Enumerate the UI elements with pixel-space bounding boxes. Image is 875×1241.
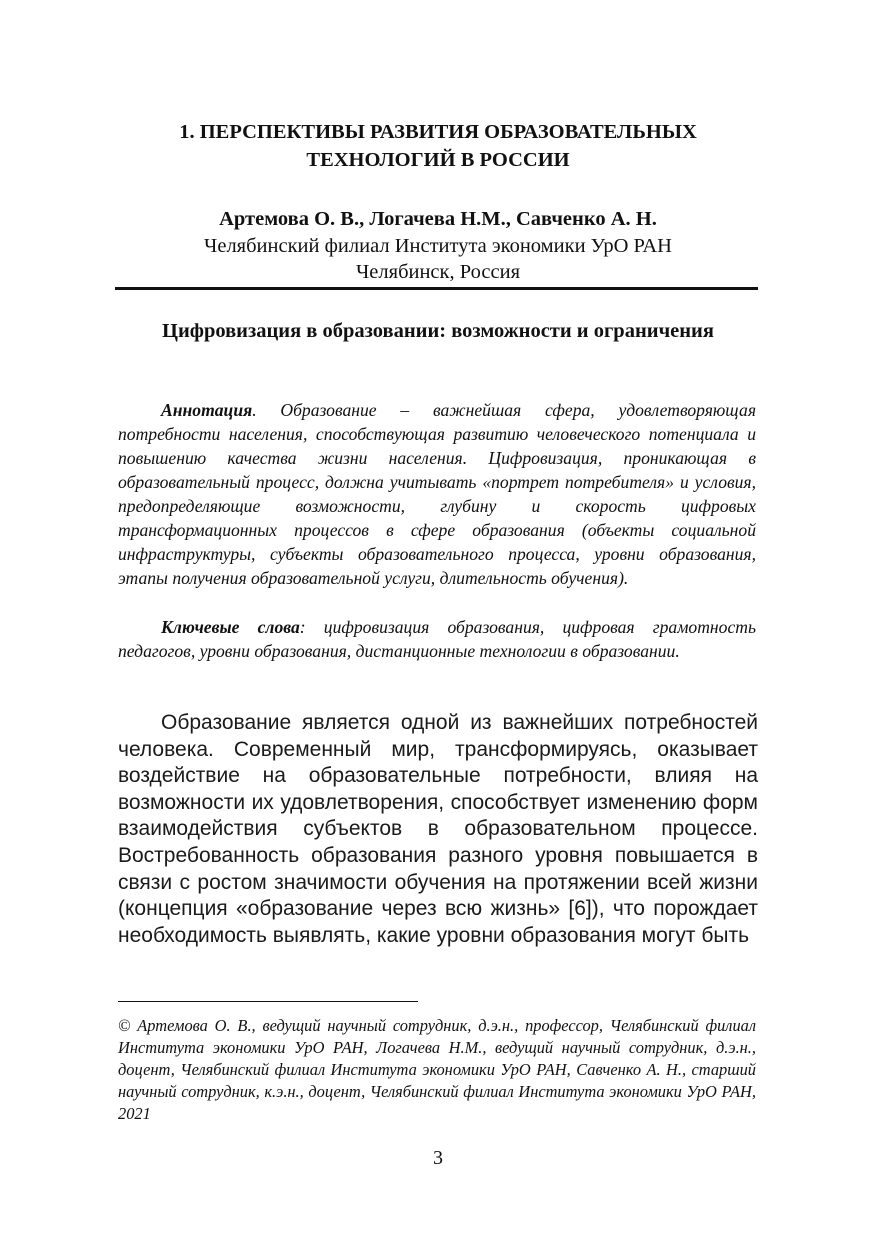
abstract xyxy=(118,398,756,590)
abstract-text: . Образование – важнейшая сфера, удовлетворяющая потребности населения, способствующая развитию человеческого потенциала и повышению качества жизни населения. Цифровизация, проникающая в образовательный процесс, должна учитывать «портрет потребителя» и условия, предопределяющие возможности, глубину и скорость цифровых трансформационных процессов в сфере образования (объекты социальной инфраструктуры, субъекты образовательного процесса, уровни образования, этапы получения образовательной услуги, длительность обучения). xyxy=(118,400,756,588)
keywords-label: Ключевые слова xyxy=(161,617,300,637)
header-divider xyxy=(115,287,758,290)
keywords-text: : цифровизация образования, цифровая грамотность педагогов, уровни образования, дистанционные технологии в образовании. xyxy=(118,617,756,661)
section-title-line2: ТЕХНОЛОГИЙ В РОССИИ xyxy=(306,149,570,171)
page-number: 3 xyxy=(433,1147,443,1169)
authors: Артемова О. В., Логачева Н.М., Савченко А. Н. xyxy=(219,208,657,230)
abstract-label: Аннотация xyxy=(161,400,253,420)
footnote-divider xyxy=(118,1001,418,1002)
footnote: © Артемова О. В., ведущий научный сотрудник, д.э.н., профессор, Челябинский филиал Института экономики УрО РАН, Логачева Н.М., ведущий научный сотрудник, д.э.н., доцент, Челябинский филиал Института экономики УрО РАН, Савченко А. Н., старший научный сотрудник, к.э.н., доцент, Челябинский филиал Института экономики УрО РАН, 2021 xyxy=(118,1016,756,1123)
section-title-line1: 1. ПЕРСПЕКТИВЫ РАЗВИТИЯ ОБРАЗОВАТЕЛЬНЫХ xyxy=(179,121,697,143)
keywords xyxy=(118,615,756,663)
affiliation: Челябинский филиал Института экономики УрО РАН xyxy=(204,235,672,257)
section-title xyxy=(118,118,758,174)
paper-title: Цифровизация в образовании: возможности и ограничения xyxy=(162,320,714,342)
location: Челябинск, Россия xyxy=(355,261,520,283)
body-paragraph: Образование является одной из важнейших потребностей человека. Современный мир, трансформируясь, оказывает воздействие на образовательные потребности, влияя на возможности их удовлетворения, способствует изменению форм взаимодействия субъектов в образовательном процессе. Востребованность образования разного уровня повышается в связи с ростом значимости обучения на протяжении всей жизни (концепция «образование через всю жизнь» [6]), что порождает необходимость выявлять, какие уровни образования могут быть xyxy=(118,711,758,947)
